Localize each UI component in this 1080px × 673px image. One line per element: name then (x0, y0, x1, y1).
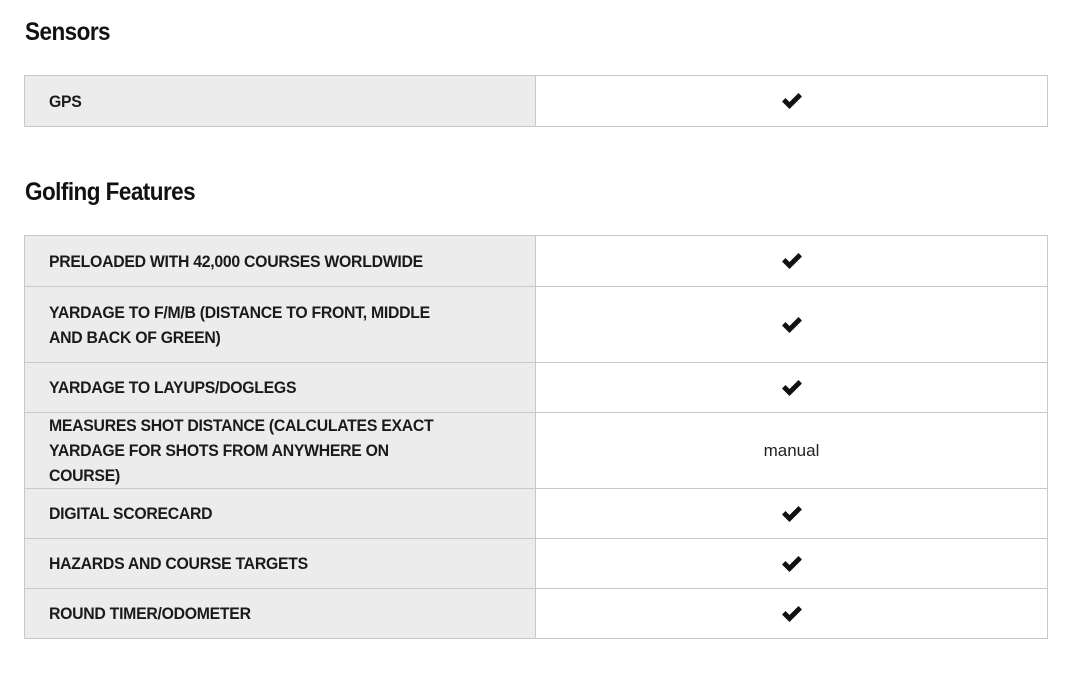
spec-value-cell (536, 539, 1047, 588)
spec-label: HAZARDS AND COURSE TARGETS (49, 554, 308, 573)
spec-label: PRELOADED WITH 42,000 COURSES WORLDWIDE (49, 251, 423, 271)
spec-row (25, 488, 1047, 538)
checkmark-icon (781, 605, 803, 623)
spec-value-cell (536, 489, 1047, 538)
spec-label: YARDAGE TO F/M/B (DISTANCE TO FRONT, MIDDLE AND BACK OF GREEN) (49, 302, 430, 347)
spec-row (25, 76, 1047, 126)
checkmark-icon (781, 555, 803, 573)
spec-row (25, 412, 1047, 488)
spec-label-cell (25, 287, 536, 362)
spec-row (25, 362, 1047, 412)
section-title-golfing-features: Golfing Features (25, 178, 196, 206)
spec-label-cell (25, 363, 536, 412)
spec-label-cell (25, 76, 536, 126)
spec-value-text: manual (763, 440, 820, 460)
spec-label: ROUND TIMER/ODOMETER (49, 604, 251, 623)
sensors-spec-table (24, 75, 1048, 127)
spec-row (25, 588, 1047, 638)
spec-value-cell (536, 363, 1047, 412)
spec-label: YARDAGE TO LAYUPS/DOGLEGS (49, 378, 297, 397)
spec-label: DIGITAL SCORECARD (49, 504, 213, 523)
spec-row (25, 286, 1047, 362)
spec-value-cell (536, 76, 1047, 126)
spec-value-cell (536, 413, 1047, 488)
checkmark-icon (781, 252, 803, 270)
spec-row (25, 538, 1047, 588)
spec-value-cell (536, 287, 1047, 362)
spec-value-cell (536, 589, 1047, 638)
spec-label: MEASURES SHOT DISTANCE (CALCULATES EXACT YARDAGE FOR SHOTS FROM ANYWHERE ON COURSE) (49, 416, 434, 485)
checkmark-icon (781, 92, 803, 110)
spec-label-cell (25, 489, 536, 538)
spec-label-cell (25, 413, 536, 488)
spec-label-cell (25, 539, 536, 588)
section-title-sensors: Sensors (25, 18, 111, 46)
spec-label-cell (25, 236, 536, 286)
checkmark-icon (781, 379, 803, 397)
spec-label-cell (25, 589, 536, 638)
checkmark-icon (781, 316, 803, 334)
spec-value-cell (536, 236, 1047, 286)
checkmark-icon (781, 505, 803, 523)
spec-label: GPS (49, 91, 82, 111)
golfing-features-spec-table (24, 235, 1048, 639)
spec-row (25, 236, 1047, 286)
